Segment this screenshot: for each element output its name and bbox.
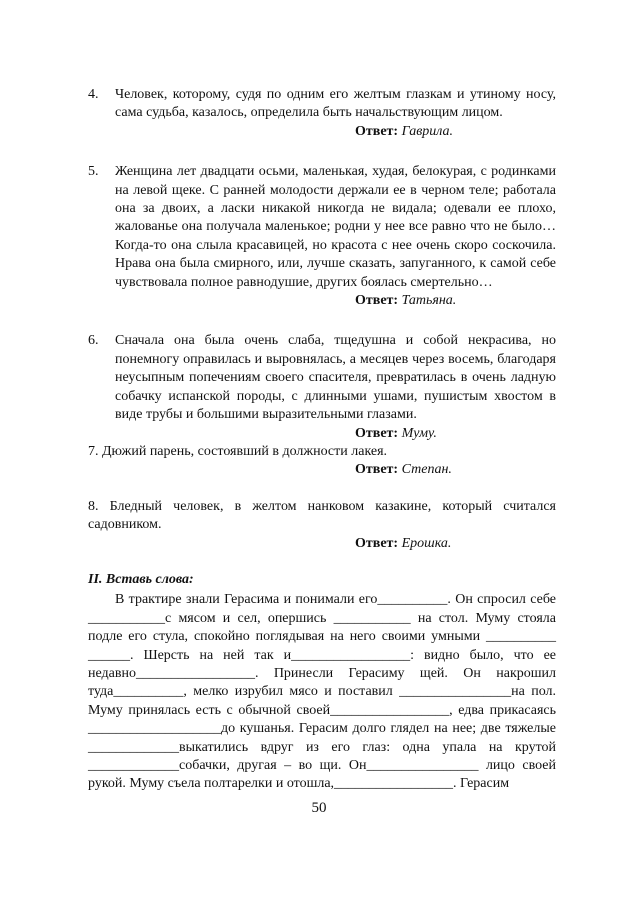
item-number: 5.	[88, 164, 99, 180]
answer-label: Ответ:	[355, 425, 399, 441]
answer-value: Татьяна.	[401, 293, 457, 309]
answer-line	[88, 535, 556, 553]
question-item-7: 7. Дюжий парень, состоявший в должности лакея.	[88, 443, 388, 459]
answer-line	[88, 461, 556, 479]
section-title: II. Вставь слова:	[88, 571, 194, 587]
item-number: 6.	[88, 333, 99, 349]
question-item-6	[88, 332, 556, 424]
item-text: Человек, которому, судя по одним его желтым глазкам и утиному носу, сама судьба, казалось, определила быть начальствующим лицом.	[115, 87, 556, 121]
answer-value: Муму.	[401, 425, 437, 441]
question-item-8: 8. Бледный человек, в желтом нанковом казакине, который считался садовником.	[88, 498, 556, 533]
page-number: 50	[311, 800, 327, 816]
answer-value: Гаврила.	[401, 123, 454, 139]
page-content	[88, 86, 556, 794]
answer-value: Степан.	[401, 462, 452, 478]
answer-label: Ответ:	[355, 123, 399, 139]
item-text: Сначала она была очень слаба, тщедушна и собой некрасива, но понемногу оправилась и выровнялась, а месяцев через восемь, благодаря неусыпным попечениям своего спасителя, превратилась в очень ладную собачку испанской породы, с длинными ушами, пушистым хвостом в виде трубы и большими выразительными глазами.	[115, 333, 556, 423]
item-text: Женщина лет двадцати осьми, маленькая, худая, белокурая, с родинками на левой щеке. С ранней молодости держали ее в черном теле; работала она за двоих, а ласки никакой никогда не видала; одевали ее плохо, жалованье она получала маленькое; родни у нее все равно что не было… Когда-то она слыла красавицей, но красота с нее очень скоро соскочила. Нрава она была смирного, или, лучше сказать, запуганного, к самой себе чувствовала полное равнодушие, других боялась смертельно…	[115, 164, 556, 290]
answer-line	[88, 425, 556, 443]
question-item-5	[88, 163, 556, 292]
question-item-4	[88, 86, 556, 123]
item-number: 4.	[88, 87, 99, 102]
answer-line	[88, 123, 556, 141]
answer-label: Ответ:	[355, 462, 399, 478]
answer-label: Ответ:	[355, 293, 399, 309]
fill-in-paragraph: В трактире знали Герасима и понимали его__________. Он спросил себе ___________с мясом и сел, опершись ___________ на стол. Муму стояла подле его стула, спокойно поглядывая на него своими умными __________ ______. Шерсть на ней так и_________________: видно было, что ее недавно_________________. Принесли Герасиму щей. Он накрошил туда__________, мелко изрубил мясо и поставил ________________на пол. Муму принялась есть с обычной своей_________________, едва прикасаясь ___________________до кушанья. Герасим долго глядел на нее; две тяжелые _____________выкатились вдруг из его глаз: одна упала на крутой _____________собачки, другая – во щи. Он________________ лицо своей рукой. Муму съела полтарелки и отошла,_________________. Герасим	[88, 592, 556, 792]
answer-line	[88, 292, 556, 310]
answer-label: Ответ:	[355, 535, 399, 551]
answer-value: Ерошка.	[401, 535, 452, 551]
